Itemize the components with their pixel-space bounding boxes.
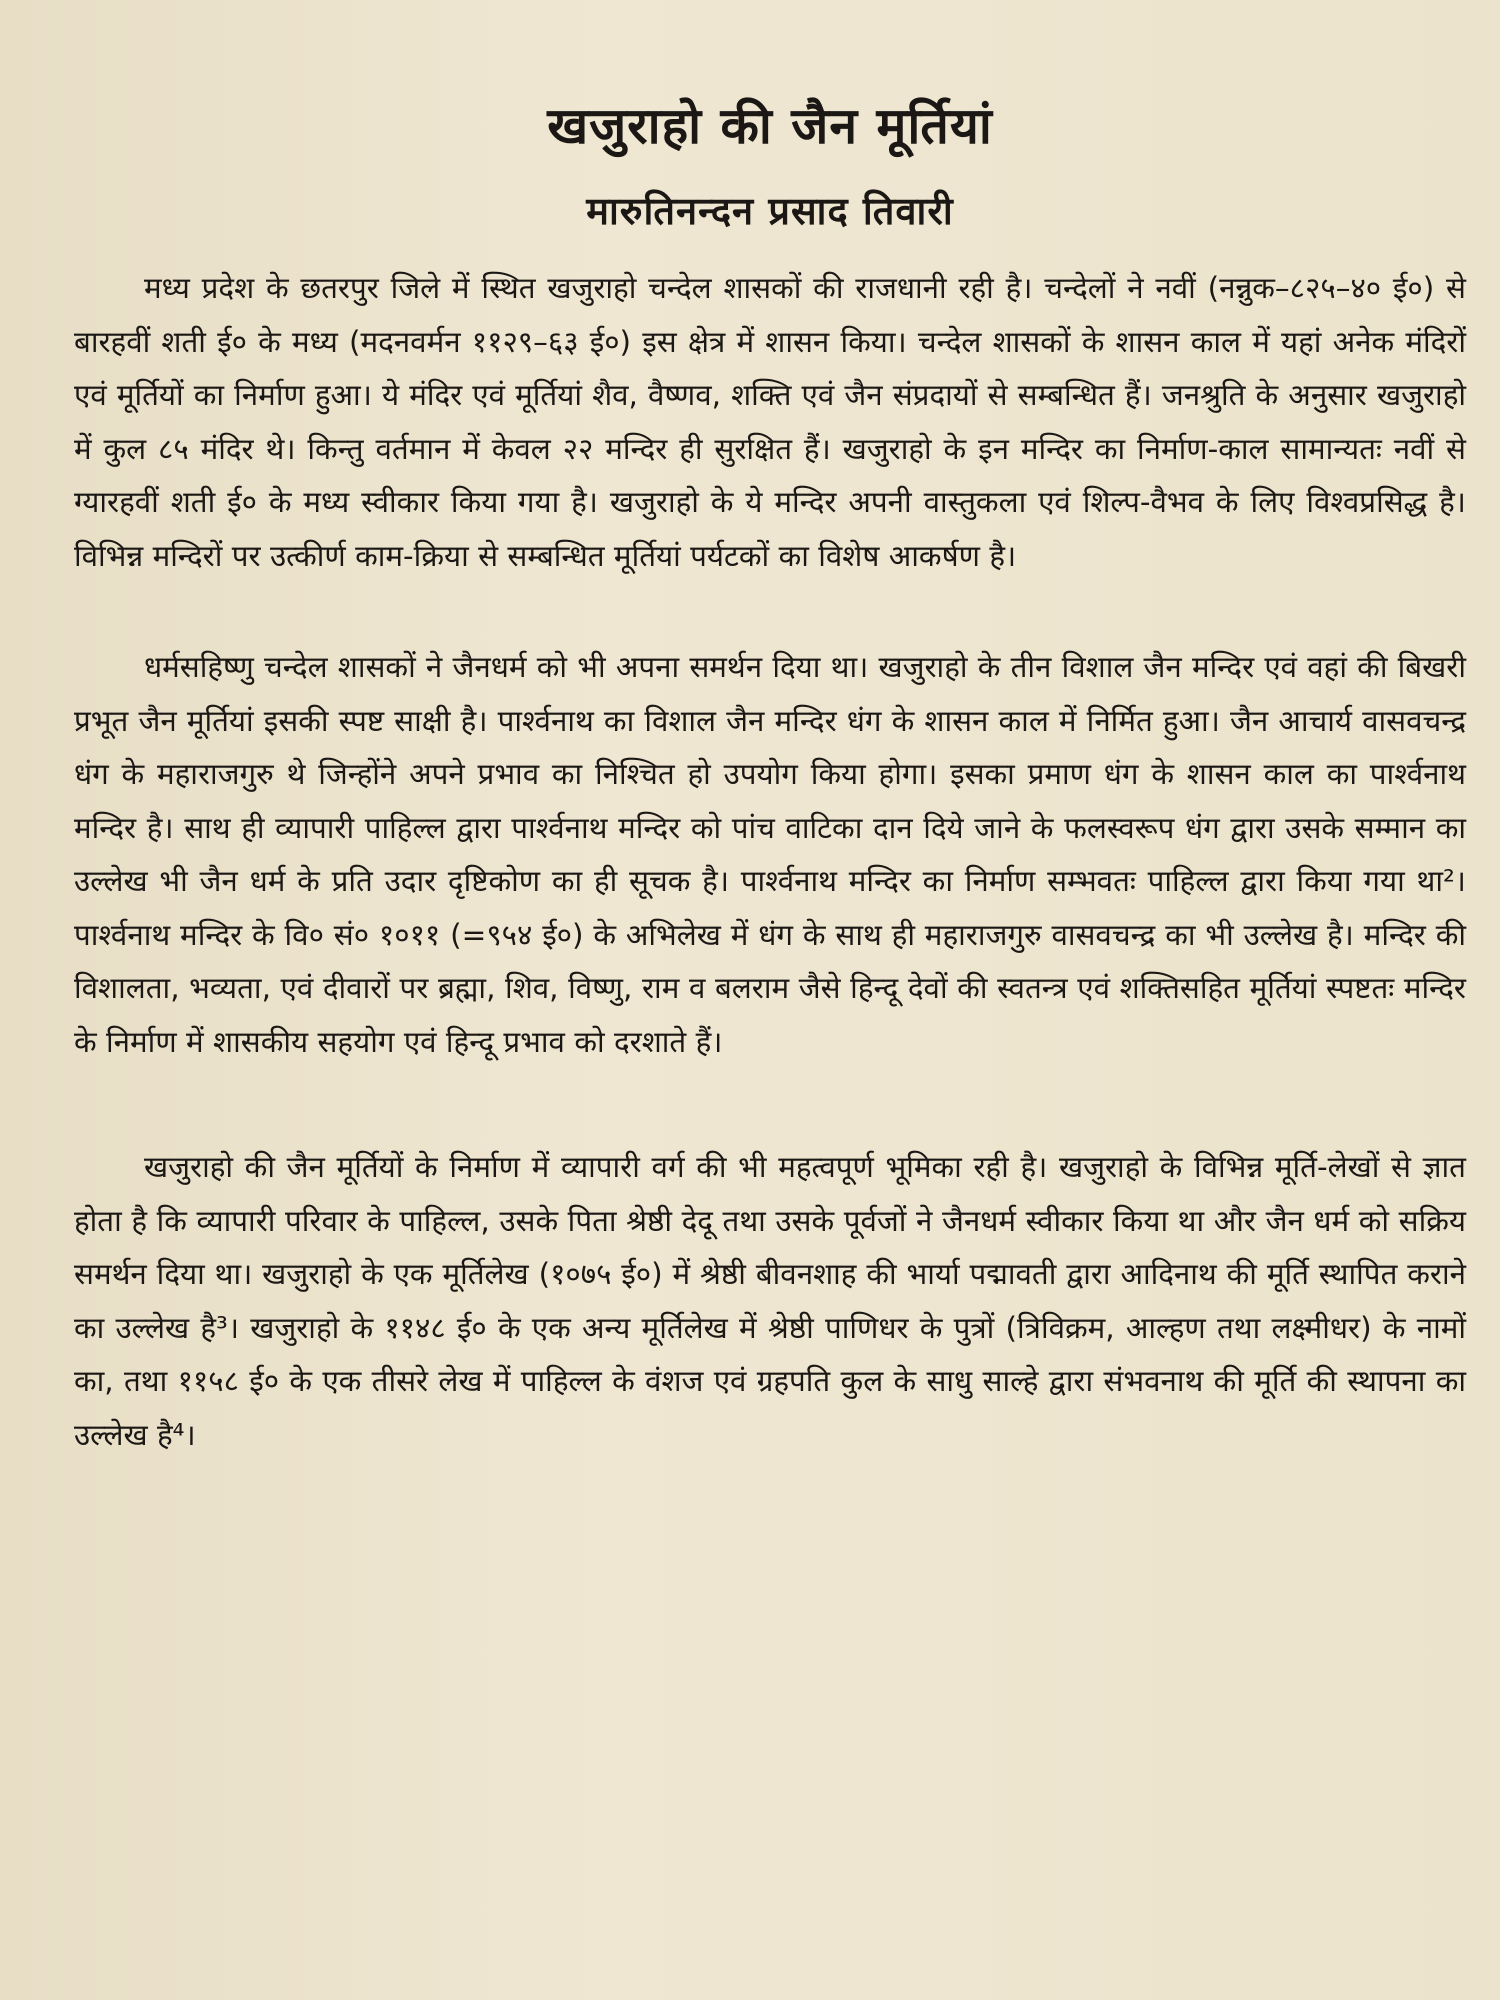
paragraph-3-text: खजुराहो की जैन मूर्तियों के निर्माण में व्यापारी वर्ग की भी महत्वपूर्ण भूमिका रही है। खजुराहो के विभिन्न मूर्ति-लेखों से ज्ञात होता है कि व्यापारी परिवार के पाहिल्ल, उसके पिता श्रेष्ठी देदू तथा उसके पूर्वजों ने जैनधर्म स्वीकार किया था और जैन धर्म को सक्रिय समर्थन दिया था। खजुराहो के एक मूर्तिलेख (१०७५ ई०) में श्रेष्ठी बीवनशाह की भार्या पद्मावती द्वारा आदिनाथ की मूर्ति स्थापित कराने का उल्लेख है³। खजुराहो के ११४८ ई० के एक अन्य मूर्तिलेख में श्रेष्ठी पाणिधर के पुत्रों (त्रिविक्रम, आल्हण तथा लक्ष्मीधर) के नामों का, तथा ११५८ ई० के एक तीसरे लेख में पाहिल्ल के वंशज एवं ग्रहपति कुल के साधु साल्हे द्वारा संभवनाथ की मूर्ति की स्थापना का उल्लेख है⁴। (74, 1150, 1466, 1452)
paragraph-3 (74, 1141, 1466, 1462)
author-name: मारुतिनन्दन प्रसाद तिवारी (586, 189, 954, 233)
paragraph-2 (74, 641, 1466, 1069)
paragraph-1 (74, 262, 1466, 583)
paragraph-1-text: मध्य प्रदेश के छतरपुर जिले में स्थित खजुराहो चन्देल शासकों की राजधानी रही है। चन्देलों ने नवीं (नन्नुक–८२५–४० ई०) से बारहवीं शती ई० के मध्य (मदनवर्मन ११२९–६३ ई०) इस क्षेत्र में शासन किया। चन्देल शासकों के शासन काल में यहां अनेक मंदिरों एवं मूर्तियों का निर्माण हुआ। ये मंदिर एवं मूर्तियां शैव, वैष्णव, शक्ति एवं जैन संप्रदायों से सम्बन्धित हैं। जनश्रुति के अनुसार खजुराहो में कुल ८५ मंदिर थे। किन्तु वर्तमान में केवल २२ मन्दिर ही सुरक्षित हैं। खजुराहो के इन मन्दिर का निर्माण-काल सामान्यतः नवीं से ग्यारहवीं शती ई० के मध्य स्वीकार किया गया है। खजुराहो के ये मन्दिर अपनी वास्तुकला एवं शिल्प-वैभव के लिए विश्वप्रसिद्ध है। विभिन्न मन्दिरों पर उत्कीर्ण काम-क्रिया से सम्बन्धित मूर्तियां पर्यटकों का विशेष आकर्षण है। (74, 271, 1466, 573)
paragraph-2-text: धर्मसहिष्णु चन्देल शासकों ने जैनधर्म को भी अपना समर्थन दिया था। खजुराहो के तीन विशाल जैन मन्दिर एवं वहां की बिखरी प्रभूत जैन मूर्तियां इसकी स्पष्ट साक्षी है। पार्श्वनाथ का विशाल जैन मन्दिर धंग के शासन काल में निर्मित हुआ। जैन आचार्य वासवचन्द्र धंग के महाराजगुरु थे जिन्होंने अपने प्रभाव का निश्चित हो उपयोग किया होगा। इसका प्रमाण धंग के शासन काल का पार्श्वनाथ मन्दिर है। साथ ही व्यापारी पाहिल्ल द्वारा पार्श्वनाथ मन्दिर को पांच वाटिका दान दिये जाने के फलस्वरूप धंग द्वारा उसके सम्मान का उल्लेख भी जैन धर्म के प्रति उदार दृष्टिकोण का ही सूचक है। पार्श्वनाथ मन्दिर का निर्माण सम्भवतः पाहिल्ल द्वारा किया गया था²। पार्श्वनाथ मन्दिर के वि० सं० १०११ (=९५४ ई०) के अभिलेख में धंग के साथ ही महाराजगुरु वासवचन्द्र का भी उल्लेख है। मन्दिर की विशालता, भव्यता, एवं दीवारों पर ब्रह्मा, शिव, विष्णु, राम व बलराम जैसे हिन्दू देवों की स्वतन्त्र एवं शक्तिसहित मूर्तियां स्पष्टतः मन्दिर के निर्माण में शासकीय सहयोग एवं हिन्दू प्रभाव को दरशाते हैं। (74, 650, 1466, 1059)
article-title: खजुराहो की जैन मूर्तियां (547, 97, 993, 155)
